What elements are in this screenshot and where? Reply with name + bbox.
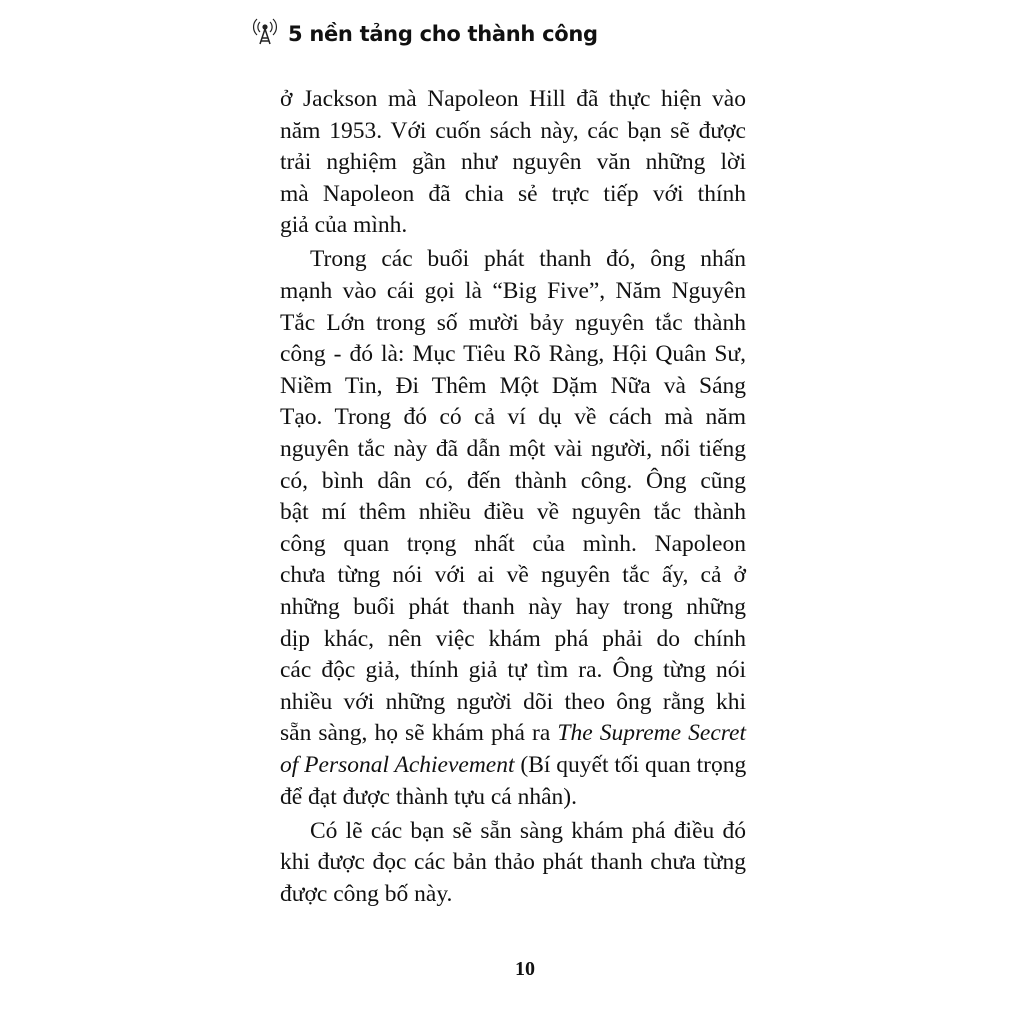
text-line [280,371,746,403]
text-line [280,84,746,116]
text-line [280,655,746,687]
text-segment: được công bố này. [280,880,453,907]
text-segment: dịp khác, nên việc khám phá phải do chính [280,625,746,652]
text-segment: có, bình dân có, đến thành công. Ông cũng [280,467,746,494]
text-segment: Tắc Lớn trong số mười bảy nguyên tắc thành [280,309,746,336]
text-line [280,592,746,624]
paragraph [280,816,746,911]
text-line [280,434,746,466]
text-line [280,308,746,340]
text-segment: các độc giả, thính giả tự tìm ra. Ông từng nói [280,657,746,684]
text-line [280,750,746,782]
italic-title-text: The Supreme Secret [557,720,747,747]
text-line [280,147,746,179]
text-segment: nhiều với những người dõi theo ông rằng khi [280,688,746,715]
text-line [280,497,746,529]
text-segment: Niềm Tin, Đi Thêm Một Dặm Nữa và Sáng [280,372,746,399]
text-line [280,466,746,498]
text-line [280,402,746,434]
text-segment: (Bí quyết tối quan trọng [514,751,747,778]
text-line [280,687,746,719]
text-line [280,560,746,592]
page-number: 10 [515,958,535,980]
paragraph [280,84,746,242]
radio-tower-icon [250,16,280,51]
text-line [280,276,746,308]
text-segment: những buổi phát thanh này hay trong những [280,594,746,620]
paragraph [280,244,746,813]
text-segment: trải nghiệm gần như nguyên văn những lời [280,149,746,176]
text-line [280,718,746,750]
text-line [280,116,746,148]
text-segment: Có lẽ các bạn sẽ sẵn sàng khám phá điều đó [310,817,746,844]
text-segment: mà Napoleon đã chia sẻ trực tiếp với thính [280,180,746,207]
text-segment: năm 1953. Với cuốn sách này, các bạn sẽ được [280,117,746,144]
text-segment: Tạo. Trong đó có cả ví dụ về cách mà năm [280,404,746,431]
italic-title-text: of Personal Achievement [280,751,515,778]
text-segment: Trong các buổi phát thanh đó, ông nhấn [310,246,746,273]
text-segment: chưa từng nói với ai về nguyên tắc ấy, cả ở [280,562,746,589]
text-line [280,339,746,371]
text-segment: ở Jackson mà Napoleon Hill đã thực hiện vào [280,86,746,112]
text-segment: để đạt được thành tựu cá nhân). [280,783,577,810]
text-line [280,879,746,911]
text-segment: khi được đọc các bản thảo phát thanh chưa từng [280,849,746,876]
text-segment: nguyên tắc này đã dẫn một vài người, nổi tiếng [280,436,746,463]
text-line [280,816,746,848]
text-line [280,847,746,879]
text-segment: công - đó là: Mục Tiêu Rõ Ràng, Hội Quân Sư, [280,341,746,368]
text-line [280,179,746,211]
text-segment: bật mí thêm nhiều điều về nguyên tắc thành [280,499,746,526]
text-line [280,782,746,814]
text-line [280,624,746,656]
text-line [280,244,746,276]
text-segment: mạnh vào cái gọi là “Big Five”, Năm Nguyên [280,278,746,305]
text-line [280,210,746,242]
page-body [280,84,746,913]
book-title: 5 nền tảng cho thành công [288,21,598,46]
text-segment: công quan trọng nhất của mình. Napoleon [280,530,746,557]
running-header [250,16,598,51]
text-segment: giả của mình. [280,212,408,239]
text-segment: sẵn sàng, họ sẽ khám phá ra [280,720,558,747]
text-line [280,529,746,561]
